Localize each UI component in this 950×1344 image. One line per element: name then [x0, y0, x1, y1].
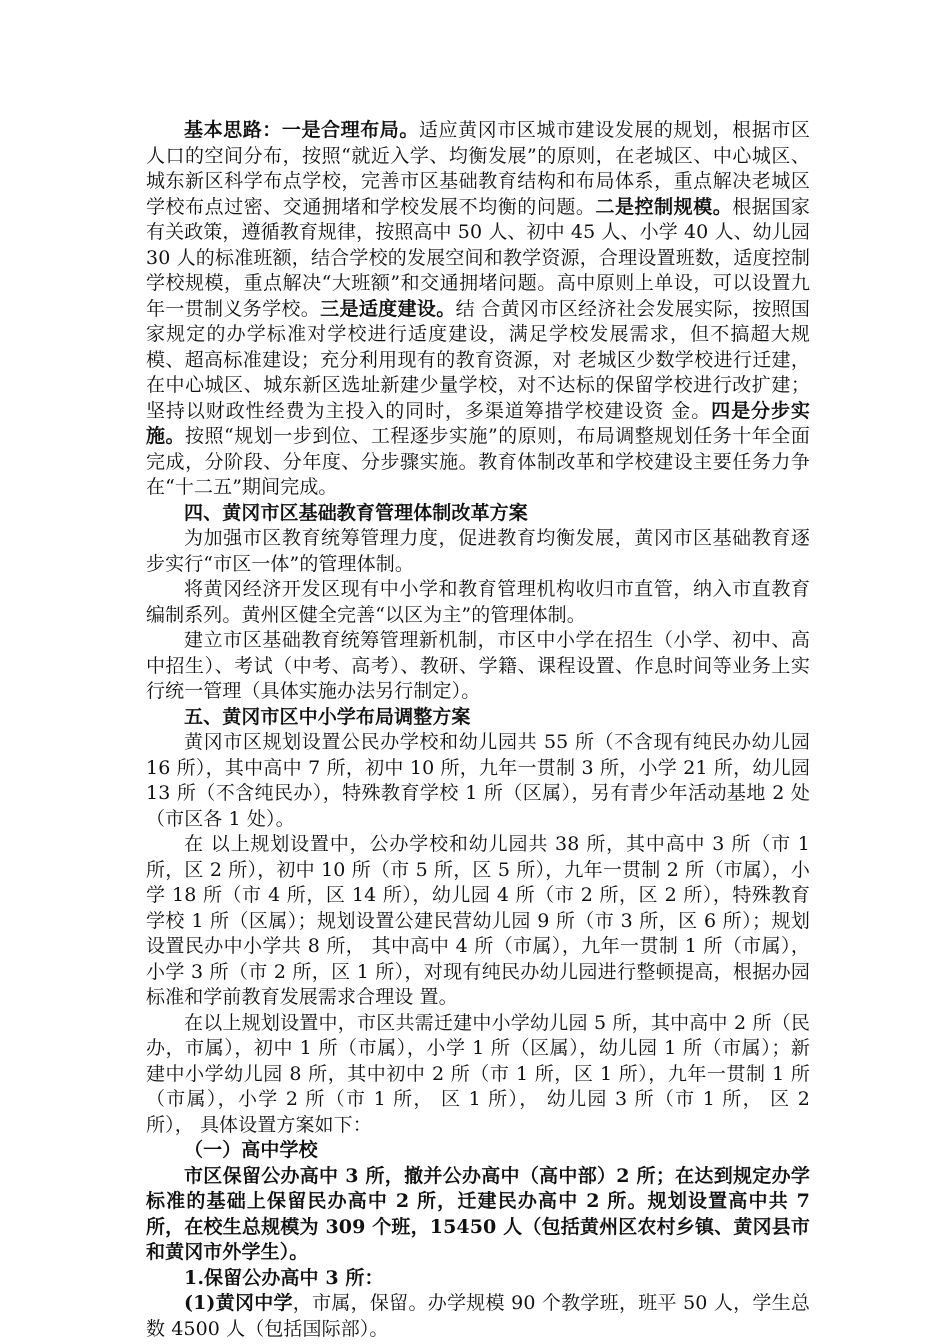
- subsection-heading-retain: 1.保留公办高中 3 所：: [184, 1266, 384, 1289]
- bold-phrase: 基本思路：一是合理布局。: [184, 119, 419, 141]
- paragraph: 建立市区基础教育统筹管理新机制，市区中小学在招生（小学、初中、高中招生）、考试（中考、高考）、教研、学籍、课程设置、作息时间等业务上实行统一管理（具体实施办法另行制定）。: [146, 629, 810, 702]
- section-heading-5: 五、黄冈市区中小学布局调整方案: [184, 705, 471, 728]
- body-text: 结 合黄冈市区经济社会发展实际，按照国家规定的办学标准对学校进行适度建设，满足学校发展需求，但不搞超大规模、超高标准建设；充分利用现有的教育资源，对 老城区少数学校进行迁建，在中心城区、城东新区选址新建少量学校，对不达标的保留学校进行改扩建；坚持以财政性经费为主投入的同时，多渠道筹措学校建设资 金。: [146, 297, 810, 422]
- section-heading-4: 四、黄冈市区基础教育管理体制改革方案: [184, 501, 528, 524]
- bold-phrase: 三是适度建设。: [320, 297, 456, 320]
- body-text: 根据国家有关政策，遵循教育规律，按照高中 50 人、初中 45 人、小学 40 人、幼儿园 30 人的标准班额，结合学校的发展空间和教学资源，合理设置班数，适度控制学校规模，重点解决“大班额”和交通拥堵问题。高中原则上单设，可以设置九年一贯制义务学校。: [146, 195, 810, 320]
- document-page: [146, 118, 810, 1342]
- paragraph: 将黄冈经济开发区现有中小学和教育管理机构收归市直管，纳入市直教育编制系列。黄州区健全完善“以区为主”的管理体制。: [146, 578, 810, 626]
- paragraph: 在 以上规划设置中，公办学校和幼儿园共 38 所，其中高中 3 所（市 1 所，区 2 所），初中 10 所（市 5 所，区 5 所），九年一贯制 2 所（市属），小学 18 所（市 4 所，区 14 所），幼儿园 4 所（市 2 所，区 2 所），特殊教育学校 1 所（区属）；规划设置公建民营幼儿园 9 所（市 3 所，区 6 所）；规划设置民办中小学共 8 所， 其中高中 4 所（市属），九年一贯制 1 所（市属），小学 3 所（市 2 所，区 1 所），对现有纯民办幼儿园进行整顿提高，根据办园标准和学前教育发展需求合理设 置。: [146, 833, 810, 1008]
- bold-phrase: 四是分步实施。: [146, 399, 810, 447]
- paragraph-bold: 市区保留公办高中 3 所，撤并公办高中（高中部）2 所；在达到规定办学标准的基础上保留民办高中 2 所，迁建民办高中 2 所。规划设置高中共 7 所，在校生总规模为 309 个班，15450 人（包括黄州区农村乡镇、黄冈县市和黄冈市外学生）。: [146, 1164, 810, 1263]
- body-text: 按照“规划一步到位、工程逐步实施”的原则，布局调整规划任务十年全面完成，分阶段、分年度、分步骤实施。教育体制改革和学校建设主要任务力争在“十二五”期间完成。: [146, 425, 810, 498]
- body-text: ，市属，保留。办学规模 90 个教学班，班平 50 人，学生总数 4500 人（包括国际部）。: [146, 1292, 810, 1340]
- paragraph-huanggang-middle-school: [146, 1291, 810, 1342]
- paragraph: 黄冈市区规划设置公民办学校和幼儿园共 55 所（不含现有纯民办幼儿园 16 所），其中高中 7 所，初中 10 所，九年一贯制 3 所，小学 21 所，幼儿园 13 所（不含纯民办），特殊教育学校 1 所（区属），另有青少年活动基地 2 处（市区各 1 处）。: [146, 731, 810, 830]
- subsection-heading-high-schools: （一）高中学校: [184, 1139, 318, 1161]
- paragraph-basic-ideas: [146, 118, 810, 501]
- bold-phrase: 二是控制规模。: [595, 195, 733, 218]
- paragraph: 在以上规划设置中，市区共需迁建中小学幼儿园 5 所，其中高中 2 所（民办，市属），初中 1 所（市属），小学 1 所（区属），幼儿园 1 所（市属）；新建中小学幼儿园 8 所，其中初中 2 所（市 1 所，区 1 所），九年一贯制 1 所（市属），小学 2 所（市 1 所， 区 1 所）， 幼儿园 3 所（市 1 所， 区 2 所）， 具体设置方案如下：: [146, 1011, 810, 1136]
- body-text: 适应黄冈市区城市建设发展的规划，根据市区人口的空间分布，按照“就近入学、均衡发展”的原则，在老城区、中心城区、城东新区科学布点学校，完善市区基础教育结构和布局体系，重点解决老城区学校布点过密、交通拥堵和学校发展不均衡的问题。: [146, 119, 810, 218]
- paragraph: 为加强市区教育统筹管理力度，促进教育均衡发展，黄冈市区基础教育逐步实行“市区一体”的管理体制。: [146, 527, 810, 575]
- bold-phrase: (1)黄冈中学: [184, 1292, 293, 1314]
